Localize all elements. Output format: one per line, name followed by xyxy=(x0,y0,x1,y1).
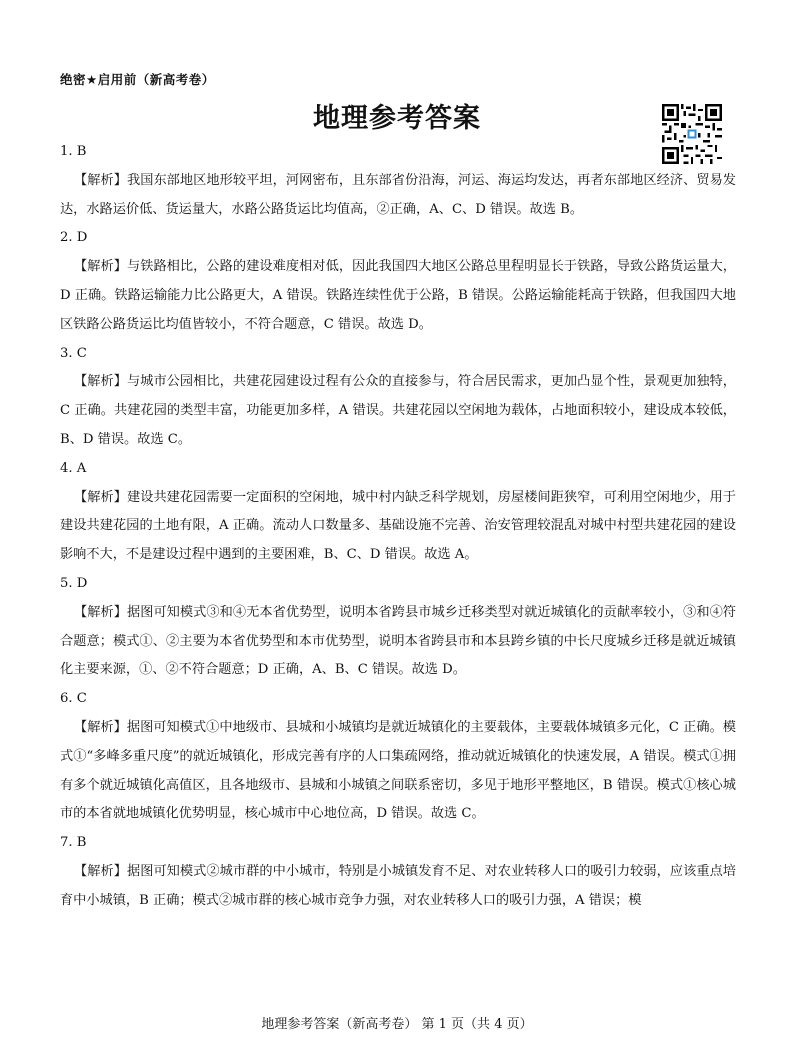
analysis-text: 【解析】建设共建花园需要一定面积的空闲地，城中村内缺乏科学规划，房屋楼间距狭窄，可利用空闲地少，用于建设共建花园的土地有限，A 正确。流动人口数量多、基础设施不完善、治安管理较混乱对城中村型共建花园的建设影响不大，不是建设过程中遇到的主要困难，B、C、D 错误。故选 A。 xyxy=(60,489,736,563)
answer-list xyxy=(60,138,736,916)
question-item xyxy=(60,224,736,339)
analysis-text: 【解析】据图可知模式③和④无本省优势型，说明本省跨县市城乡迁移类型对就近城镇化的贡献率较小，③和④符合题意；模式①、②主要为本省优势型和本市优势型，说明本省跨县市和本县跨乡镇的中长尺度城乡迁移是就近城镇化主要来源，①、②不符合题意；D 正确，A、B、C 错误。故选 D。 xyxy=(60,604,736,678)
question-item xyxy=(60,455,736,570)
question-number: 2. D xyxy=(60,230,88,246)
analysis-text: 【解析】据图可知模式②城市群的中小城市，特别是小城镇发育不足、对农业转移人口的吸引力较弱，应该重点培育中小城镇，B 正确；模式②城市群的核心城市竞争力强，对农业转移人口的吸引力强，A 错误；模 xyxy=(60,863,736,908)
page-title: 地理参考答案 xyxy=(313,103,481,134)
analysis-text: 【解析】与铁路相比，公路的建设难度相对低，因此我国四大地区公路总里程明显长于铁路，导致公路货运量大，D 正确。铁路运输能力比公路更大，A 错误。铁路连续性优于公路，B 错误。公路运输能耗高于铁路，但我国四大地区铁路公路货运比均值皆较小，不符合题意，C 错误。故选 D。 xyxy=(60,259,736,332)
question-number: 6. C xyxy=(60,691,87,707)
question-number: 7. B xyxy=(60,835,87,851)
analysis-text: 【解析】与城市公园相比，共建花园建设过程有公众的直接参与，符合居民需求，更加凸显个性，景观更加独特，C 正确。共建花园的类型丰富，功能更加多样，A 错误。共建花园以空闲地为载体，占地面积较小，建设成本较低，B、D 错误。故选 C。 xyxy=(60,374,736,447)
question-number: 4. A xyxy=(60,460,87,476)
question-number: 1. B xyxy=(60,144,87,159)
question-item xyxy=(60,340,736,455)
question-item xyxy=(60,570,736,685)
confidential-label: 绝密★启用前（新高考卷） xyxy=(60,72,215,87)
analysis-text: 【解析】我国东部地区地形较平坦，河网密布，且东部省份沿海，河运、海运均发达，再者东部地区经济、贸易发达，水路运价低、货运量大，水路公路货运比均值高，②正确，A、C、D 错误。故选 B。 xyxy=(60,172,736,217)
question-item xyxy=(60,138,736,224)
question-number: 3. C xyxy=(60,345,87,361)
page-footer: 地理参考答案（新高考卷） 第 1 页（共 4 页） xyxy=(261,1017,533,1032)
question-item xyxy=(60,829,736,915)
analysis-text: 【解析】据图可知模式①中地级市、县城和小城镇均是就近城镇化的主要载体，主要载体城镇多元化，C 正确。模式①“多峰多重尺度”的就近城镇化，形成完善有序的人口集疏网络，推动就近城镇化的快速发展，A 错误。模式①拥有多个就近城镇化高值区，且各地级市、县城和小城镇之间联系密切，多见于地形平整地区，B 错误。模式①核心城市的本省就地城镇化优势明显，核心城市中心地位高，D 错误。故选 C。 xyxy=(60,719,736,822)
question-number: 5. D xyxy=(60,575,88,591)
question-item xyxy=(60,685,736,829)
